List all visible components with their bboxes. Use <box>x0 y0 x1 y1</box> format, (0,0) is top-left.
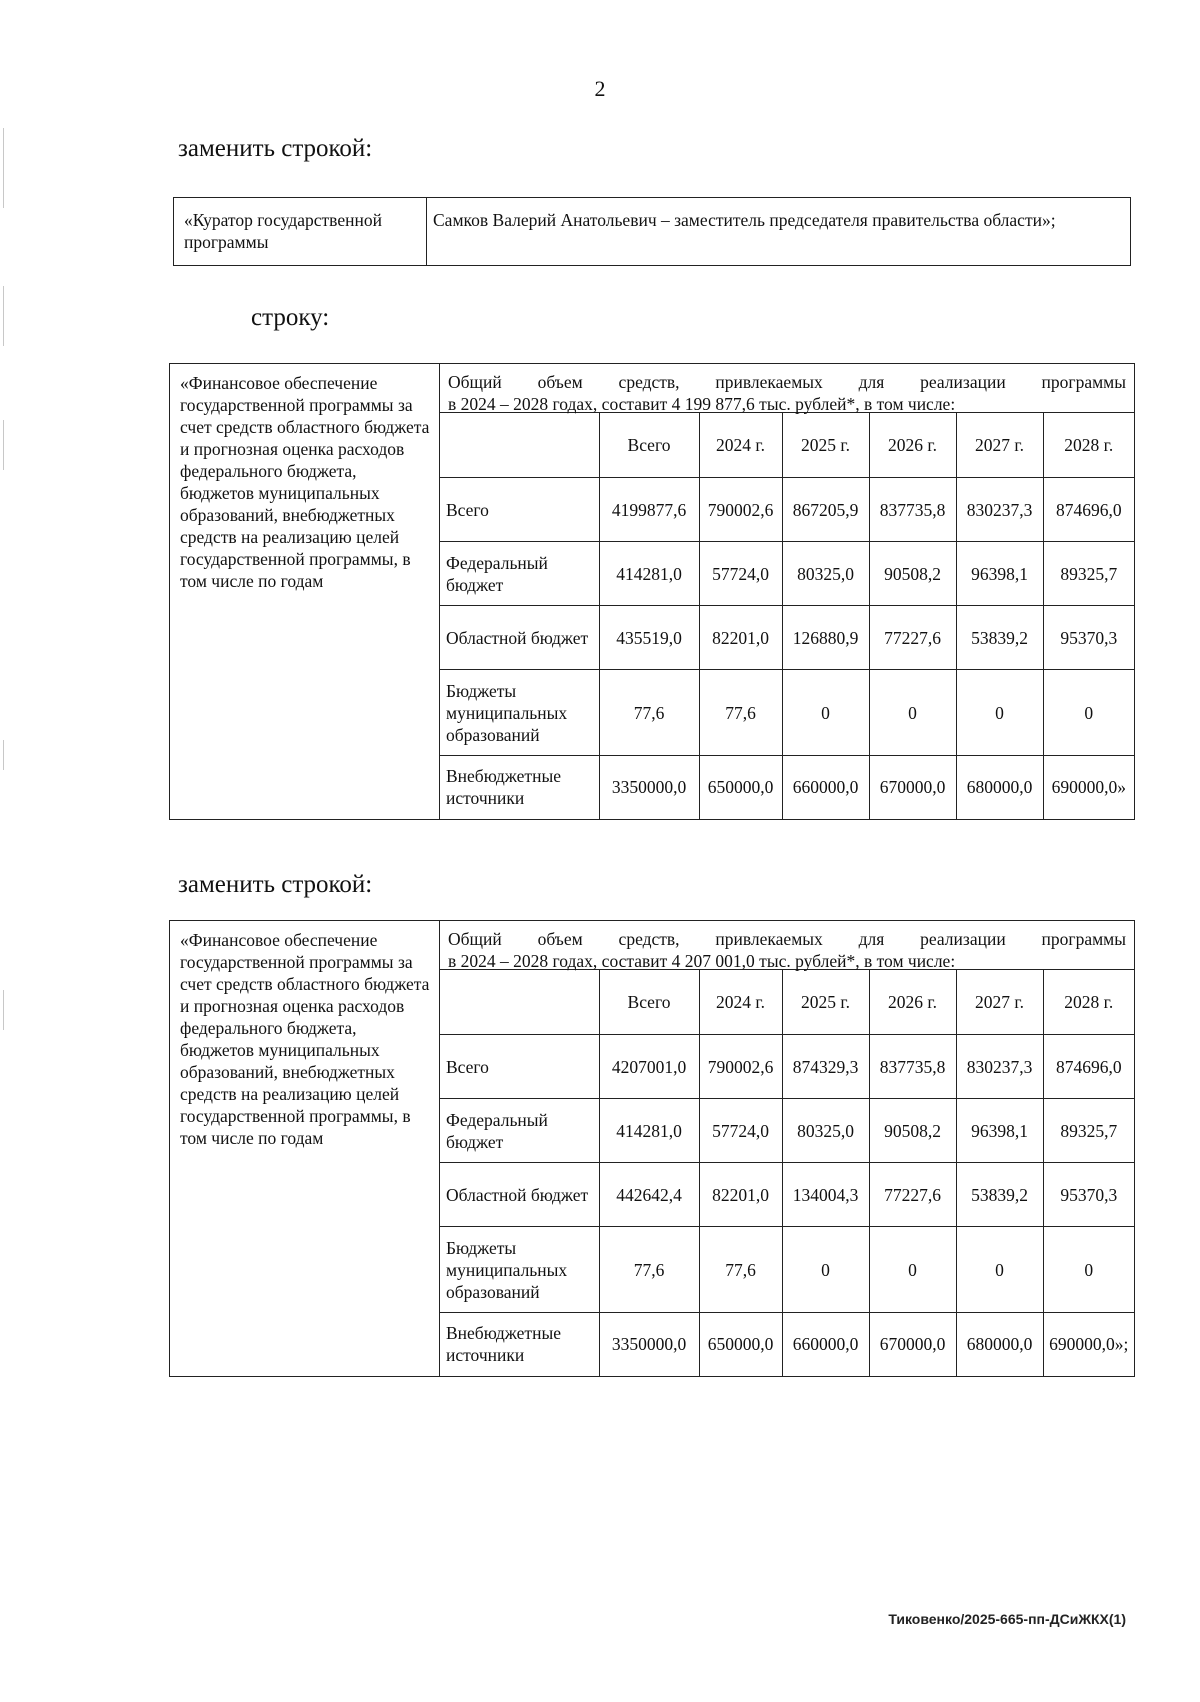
value-cell: 790002,6 <box>699 1035 782 1099</box>
value-cell: 650000,0 <box>699 1313 782 1376</box>
header-cell: 2025 г. <box>782 970 869 1035</box>
value-cell: 0 <box>1043 670 1134 756</box>
value-cell: 57724,0 <box>699 1099 782 1163</box>
value-cell: 0 <box>782 670 869 756</box>
value-cell: 96398,1 <box>956 1099 1043 1163</box>
row-label: Всего <box>440 1035 599 1099</box>
value-cell: 3350000,0 <box>599 756 699 819</box>
value-cell: 89325,7 <box>1043 1099 1134 1163</box>
value-cell: 0 <box>782 1227 869 1313</box>
table-row <box>440 1035 1134 1099</box>
value-cell: 0 <box>1043 1227 1134 1313</box>
value-cell: 660000,0 <box>782 1313 869 1376</box>
heading-replace-with-row: заменить строкой: <box>178 135 373 162</box>
value-cell: 82201,0 <box>699 606 782 670</box>
value-cell: 442642,4 <box>599 1163 699 1227</box>
value-cell: 874696,0 <box>1043 478 1134 542</box>
row-label: Федеральный бюджет <box>440 542 599 606</box>
value-cell: 77,6 <box>599 1227 699 1313</box>
scan-edge-mark <box>3 286 4 346</box>
value-cell: 837735,8 <box>869 478 956 542</box>
value-cell: 77227,6 <box>869 606 956 670</box>
scan-edge-mark <box>3 128 4 208</box>
value-cell: 0 <box>869 1227 956 1313</box>
finance-table-old <box>169 363 1135 820</box>
curator-text: Самков Валерий Анатольевич – заместитель председателя правительства области»; <box>427 198 1131 266</box>
value-cell: 4199877,6 <box>599 478 699 542</box>
value-cell: 690000,0» <box>1043 756 1134 819</box>
value-cell: 90508,2 <box>869 1099 956 1163</box>
header-cell: 2028 г. <box>1043 413 1134 478</box>
value-cell: 680000,0 <box>956 1313 1043 1376</box>
header-cell: 2028 г. <box>1043 970 1134 1035</box>
value-cell: 650000,0 <box>699 756 782 819</box>
table-row <box>440 542 1134 606</box>
scan-edge-mark <box>3 740 4 770</box>
table-row <box>440 1227 1134 1313</box>
table-row <box>440 606 1134 670</box>
row-label: Бюджеты муниципальных образований <box>440 1227 599 1313</box>
value-cell: 77227,6 <box>869 1163 956 1227</box>
header-cell: 2027 г. <box>956 970 1043 1035</box>
value-cell: 3350000,0 <box>599 1313 699 1376</box>
value-cell: 96398,1 <box>956 542 1043 606</box>
value-cell: 82201,0 <box>699 1163 782 1227</box>
row-label: Внебюджетные источники <box>440 1313 599 1376</box>
value-cell: 77,6 <box>599 670 699 756</box>
heading-row: строку: <box>251 304 330 331</box>
value-cell: 867205,9 <box>782 478 869 542</box>
value-cell: 0 <box>956 1227 1043 1313</box>
finance-breakdown-table <box>440 969 1134 1376</box>
finance-intro-line1: Общий объем средств, привлекаемых для реализации программы <box>448 929 1126 949</box>
value-cell: 77,6 <box>699 1227 782 1313</box>
value-cell: 77,6 <box>699 670 782 756</box>
curator-label: «Куратор государственной программы <box>174 198 427 266</box>
table-row <box>440 478 1134 542</box>
table-row <box>440 1313 1134 1376</box>
row-label: Внебюджетные источники <box>440 756 599 819</box>
finance-intro-line1: Общий объем средств, привлекаемых для реализации программы <box>448 372 1126 392</box>
value-cell: 660000,0 <box>782 756 869 819</box>
value-cell: 830237,3 <box>956 1035 1043 1099</box>
header-cell: Всего <box>599 970 699 1035</box>
row-label: Областной бюджет <box>440 1163 599 1227</box>
header-cell: 2024 г. <box>699 413 782 478</box>
header-cell: 2025 г. <box>782 413 869 478</box>
header-cell: 2024 г. <box>699 970 782 1035</box>
page-number: 2 <box>594 76 606 101</box>
finance-label: «Финансовое обеспечение государственной программы за счет средств областного бюджета и прогнозная оценка расходов федерального бюджета, бюджетов муниципальных образований, внебюджетных средств на реализацию целей государственной программы, в том числе по годам <box>170 921 440 1377</box>
table-row <box>440 670 1134 756</box>
value-cell: 837735,8 <box>869 1035 956 1099</box>
value-cell: 126880,9 <box>782 606 869 670</box>
value-cell: 690000,0»; <box>1043 1313 1134 1376</box>
value-cell: 95370,3 <box>1043 1163 1134 1227</box>
value-cell: 670000,0 <box>869 756 956 819</box>
header-cell: Всего <box>599 413 699 478</box>
value-cell: 0 <box>869 670 956 756</box>
value-cell: 0 <box>956 670 1043 756</box>
header-cell <box>440 413 599 478</box>
finance-intro <box>440 921 1134 969</box>
finance-intro-line2: в 2024 – 2028 годах, составит 4 207 001,0 тыс. рублей*, в том числе: <box>448 951 956 971</box>
value-cell: 874329,3 <box>782 1035 869 1099</box>
header-cell: 2026 г. <box>869 413 956 478</box>
value-cell: 4207001,0 <box>599 1035 699 1099</box>
header-cell <box>440 970 599 1035</box>
header-cell: 2027 г. <box>956 413 1043 478</box>
finance-breakdown-table <box>440 412 1134 819</box>
value-cell: 53839,2 <box>956 1163 1043 1227</box>
row-label: Федеральный бюджет <box>440 1099 599 1163</box>
finance-label: «Финансовое обеспечение государственной программы за счет средств областного бюджета и прогнозная оценка расходов федерального бюджета, бюджетов муниципальных образований, внебюджетных средств на реализацию целей государственной программы, в том числе по годам <box>170 364 440 820</box>
value-cell: 830237,3 <box>956 478 1043 542</box>
scan-edge-mark <box>3 420 4 470</box>
table-row <box>440 756 1134 819</box>
value-cell: 414281,0 <box>599 542 699 606</box>
value-cell: 680000,0 <box>956 756 1043 819</box>
table-row <box>440 1163 1134 1227</box>
document-registration-stamp: Тиковенко/2025-665-пп-ДСиЖКХ(1) <box>888 1611 1126 1627</box>
value-cell: 435519,0 <box>599 606 699 670</box>
value-cell: 89325,7 <box>1043 542 1134 606</box>
row-label: Бюджеты муниципальных образований <box>440 670 599 756</box>
curator-table <box>173 197 1131 266</box>
value-cell: 670000,0 <box>869 1313 956 1376</box>
value-cell: 790002,6 <box>699 478 782 542</box>
value-cell: 95370,3 <box>1043 606 1134 670</box>
table-row <box>440 1099 1134 1163</box>
finance-intro-line2: в 2024 – 2028 годах, составит 4 199 877,6 тыс. рублей*, в том числе: <box>448 394 956 414</box>
scan-edge-mark <box>3 990 4 1030</box>
row-label: Всего <box>440 478 599 542</box>
value-cell: 80325,0 <box>782 1099 869 1163</box>
finance-table-new <box>169 920 1135 1377</box>
header-cell: 2026 г. <box>869 970 956 1035</box>
heading-replace-with-row: заменить строкой: <box>178 871 373 898</box>
value-cell: 134004,3 <box>782 1163 869 1227</box>
value-cell: 414281,0 <box>599 1099 699 1163</box>
value-cell: 57724,0 <box>699 542 782 606</box>
finance-intro <box>440 364 1134 412</box>
row-label: Областной бюджет <box>440 606 599 670</box>
value-cell: 53839,2 <box>956 606 1043 670</box>
value-cell: 90508,2 <box>869 542 956 606</box>
value-cell: 80325,0 <box>782 542 869 606</box>
value-cell: 874696,0 <box>1043 1035 1134 1099</box>
